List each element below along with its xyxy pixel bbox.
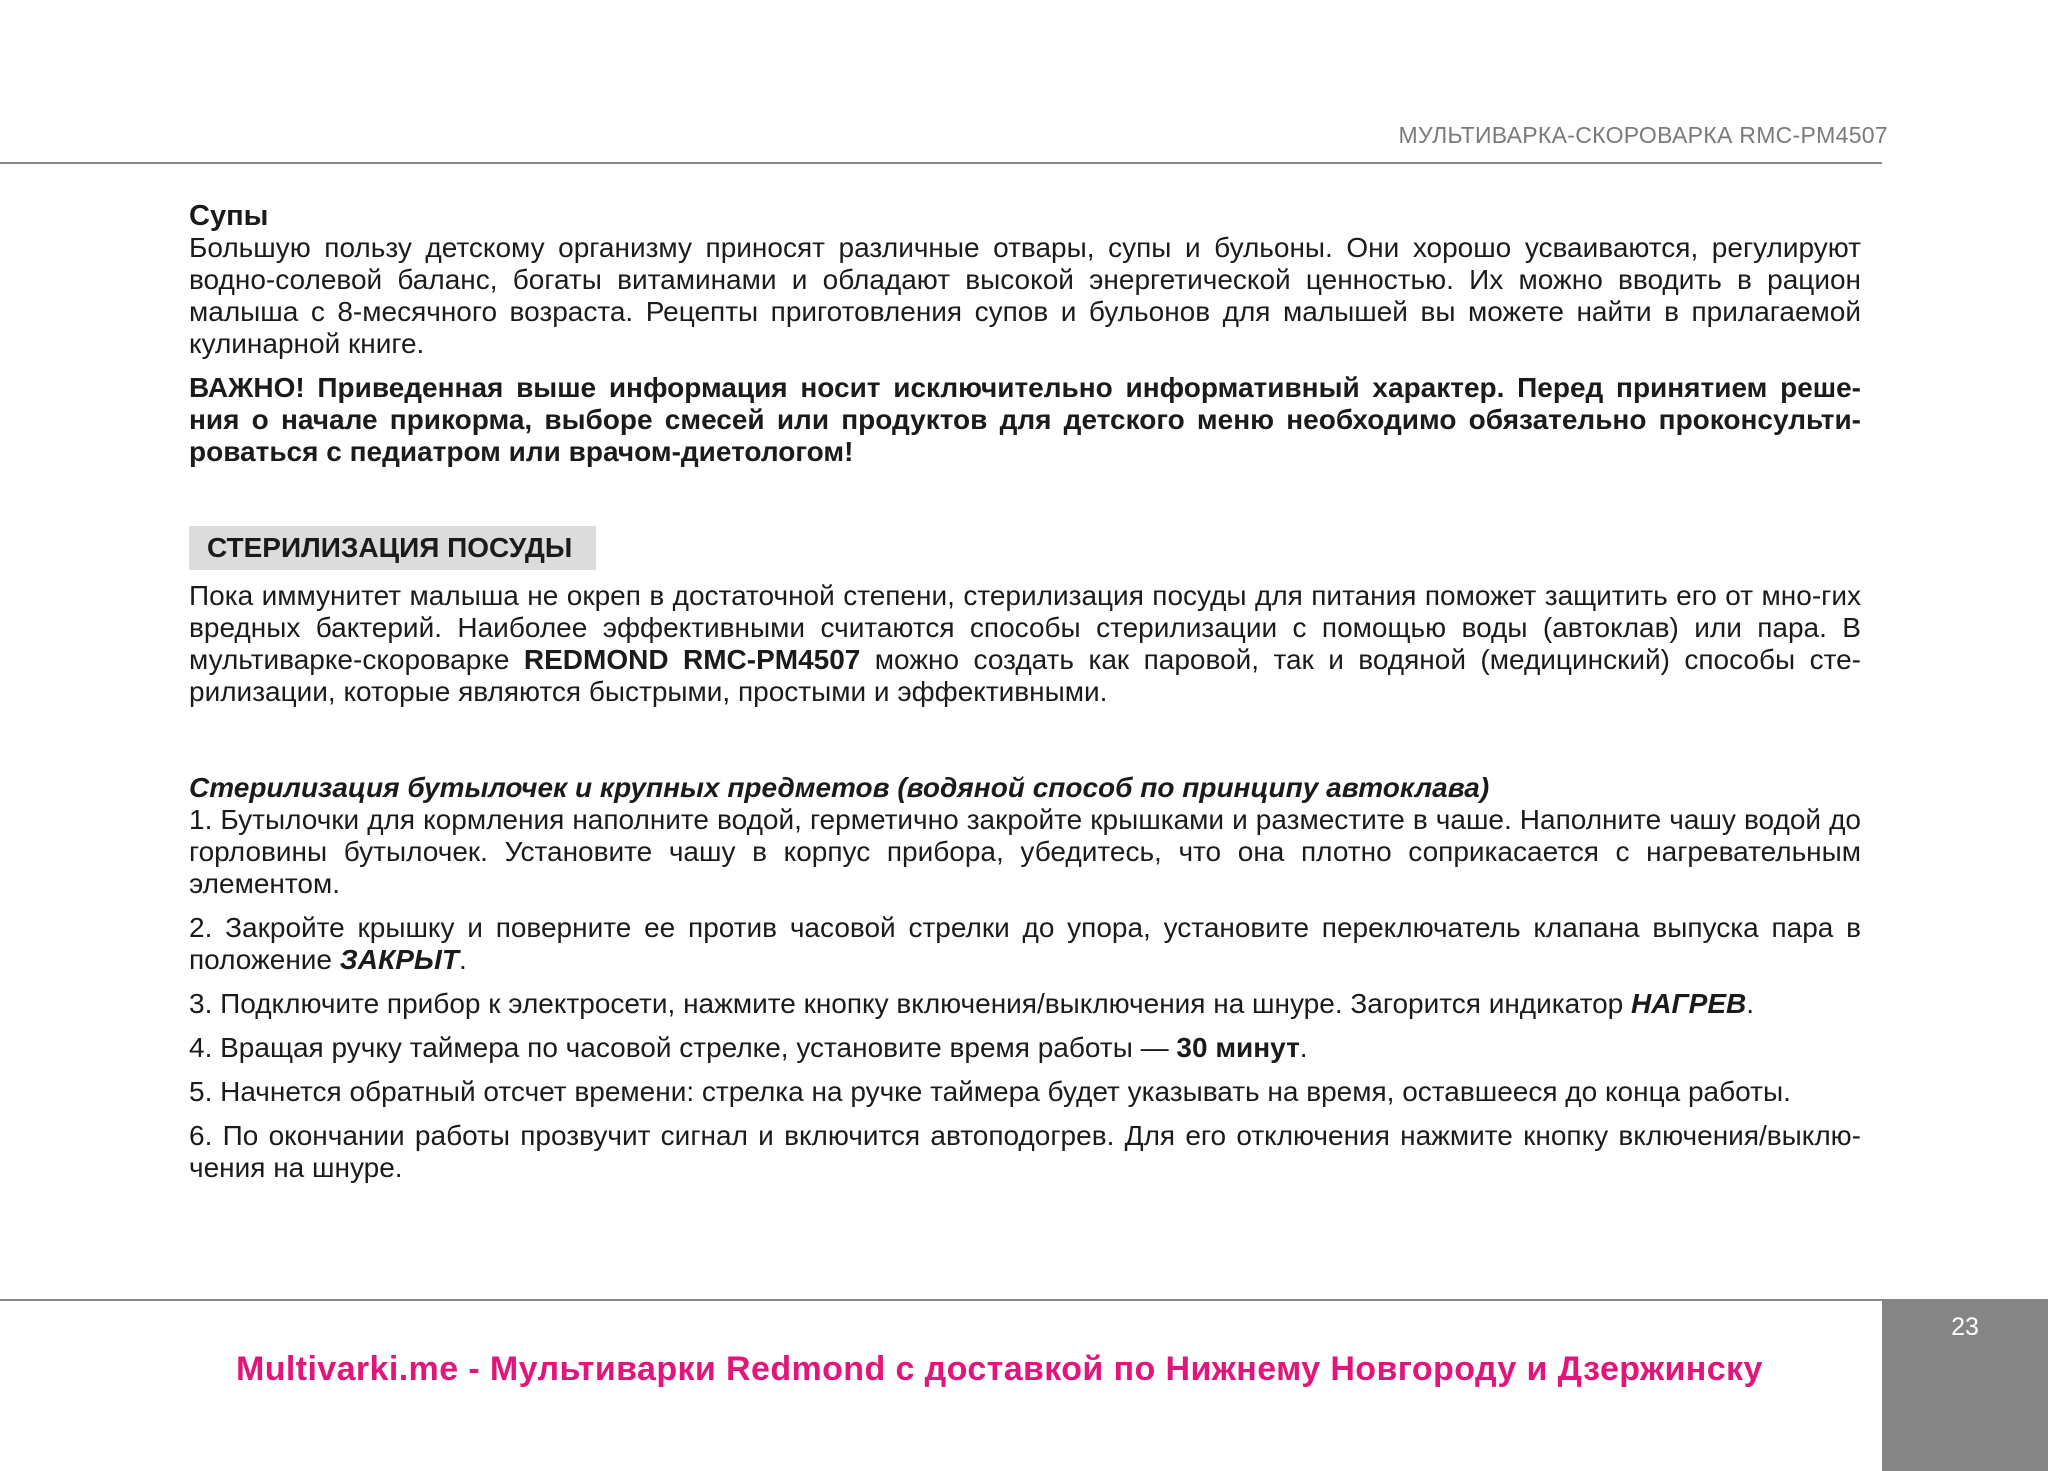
promo-banner: Multivarki.me - Мультиварки Redmond с доставкой по Нижнему Новгороду и Дзержинску — [236, 1350, 1763, 1388]
step-3-text: 3. Подключите прибор к электросети, нажмите кнопку включения/выключения на шнуре. Загорится индикатор — [189, 988, 1632, 1019]
step-4-emphasis: 30 минут — [1176, 1032, 1300, 1063]
sterilization-intro — [189, 580, 1861, 708]
soups-heading: Супы — [189, 200, 269, 232]
page-content — [189, 200, 1861, 1184]
page-number-box — [1882, 1299, 2048, 1471]
steps-list — [189, 804, 1861, 1184]
bottle-sterilization-subheading: Стерилизация бутылочек и крупных предметов (водяной способ по принципу автоклава) — [189, 772, 1490, 803]
soups-paragraph: Большую пользу детскому организму приносят различные отвары, супы и бульоны. Они хорошо усваиваются, регулируют водно-солевой баланс, богаты витаминами и обладают высокой энергетической ценностью. Их можно вводить в рацион малыша с 8-месячного возраста. Рецепты приготовления супов и бульонов для малышей вы можете найти в прилагаемой кулинарной книге. — [189, 232, 1861, 359]
step-2 — [189, 912, 1861, 976]
important-notice: ВАЖНО! Приведенная выше информация носит исключительно информативный характер. Перед принятием реше-ния о начале прикорма, выборе смесей или продуктов для детского меню необходимо обязательно проконсульти-роваться с педиатром или врачом-диетологом! — [189, 372, 1861, 467]
intro-text-end: можно создать как паровой, так и водяной (медицинский) способы сте-рилизации, которые являются быстрыми, простыми и эффективными. — [189, 644, 1861, 707]
model-name: REDMOND RMC-PM4507 — [523, 644, 861, 675]
intro-text-start: Пока иммунитет малыша не окреп в достаточной степени, стерилизация посуды для питания поможет защитить его от мно-гих вредных бактерий. Наиболее эффективными считаются способы стерилизации с помощью воды (автоклав) или пара. В мультиварке-скороварке — [189, 580, 1861, 675]
step-3-end: . — [1746, 988, 1755, 1019]
document-header-title: МУЛЬТИВАРКА-СКОРОВАРКА RMC-PM4507 — [1398, 122, 1888, 148]
page-number: 23 — [1951, 1313, 1979, 1341]
step-2-end: . — [459, 944, 467, 975]
step-2-text: 2. Закройте крышку и поверните ее против часовой стрелки до упора, установите переключатель клапана выпуска пара в положение — [189, 912, 1861, 975]
footer-divider — [0, 1299, 1882, 1301]
step-1: 1. Бутылочки для кормления наполните водой, герметично закройте крышками и разместите в чаше. Наполните чашу водой до горловины бутылочек. Установите чашу в корпус прибора, убедитесь, что она плотно соприкасается с нагревательным элементом. — [189, 804, 1861, 899]
step-2-emphasis: ЗАКРЫТ — [339, 944, 460, 975]
header-divider — [0, 162, 1882, 164]
step-3 — [189, 988, 1861, 1020]
step-4-text: 4. Вращая ручку таймера по часовой стрелке, установите время работы — — [189, 1032, 1177, 1063]
step-4-end: . — [1299, 1032, 1308, 1063]
step-3-emphasis: НАГРЕВ — [1631, 988, 1747, 1019]
step-6: 6. По окончании работы прозвучит сигнал и включится автоподогрев. Для его отключения нажмите кнопку включения/выклю-чения на шнуре. — [189, 1120, 1861, 1183]
step-4 — [189, 1032, 1861, 1064]
step-5: 5. Начнется обратный отсчет времени: стрелка на ручке таймера будет указывать на время, оставшееся до конца работы. — [189, 1076, 1791, 1107]
sterilization-section-title: СТЕРИЛИЗАЦИЯ ПОСУДЫ — [189, 526, 596, 570]
